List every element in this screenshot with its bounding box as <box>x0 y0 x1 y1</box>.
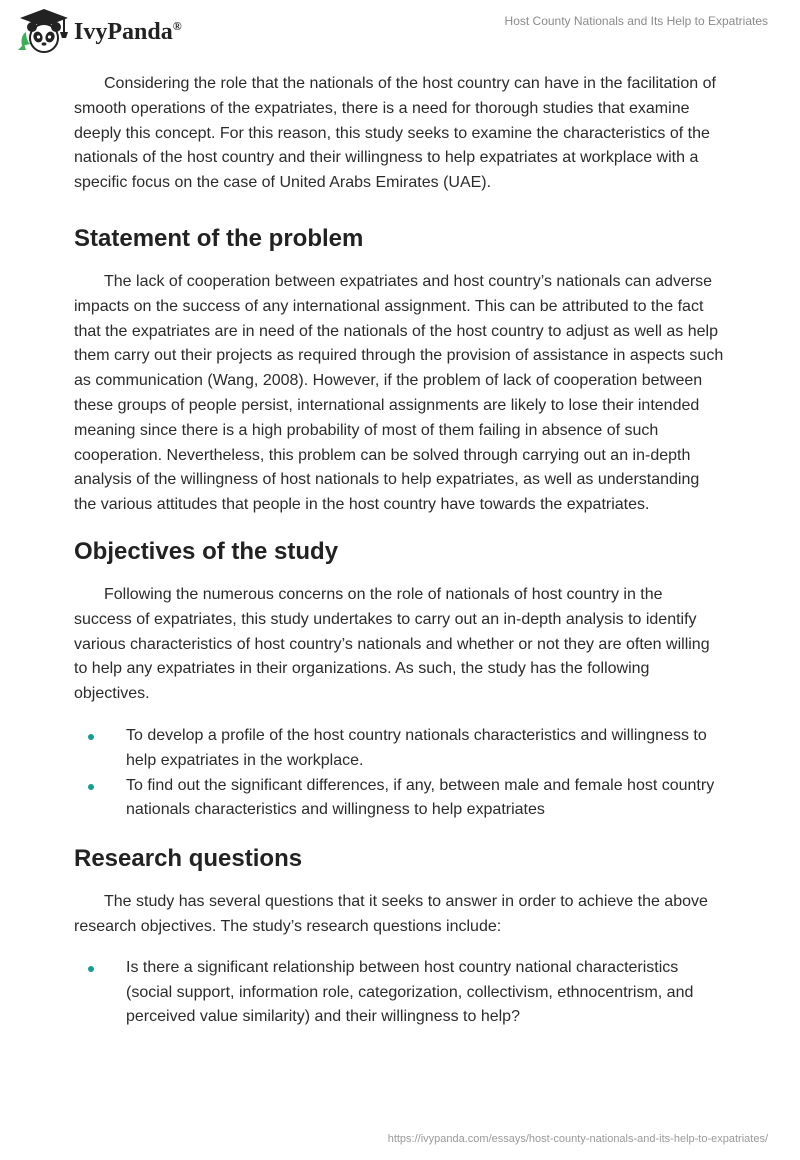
section-heading-objectives: Objectives of the study <box>74 537 339 565</box>
bullet-icon <box>88 784 94 790</box>
essay-content <box>74 72 724 1030</box>
panda-graduate-icon <box>14 6 72 56</box>
brand-name: IvyPanda® <box>74 18 182 45</box>
intro-paragraph: Considering the role that the nationals of the host country can have in the facilitation of smooth operations of the expatriates, there is a need for thorough studies that examine deeply this concept. For this reason, this study seeks to examine the characteristics of the nationals of the host country and their willingness to help expatriates at workplace with a specific focus on the case of United Arabs Emirates (UAE). <box>74 75 716 192</box>
objectives-list <box>74 724 724 823</box>
section-heading-problem: Statement of the problem <box>74 224 364 252</box>
source-url[interactable]: https://ivypanda.com/essays/host-county-nationals-and-its-help-to-expatriates/ <box>387 1133 768 1145</box>
list-item: To find out the significant differences, if any, between male and female host country nationals characteristics and willingness to help expatriates <box>74 774 724 824</box>
list-item: Is there a significant relationship between host country national characteristics (social support, information role, categorization, collectivism, ethnocentrism, and perceived value similarity) and their willingness to help? <box>74 956 724 1030</box>
problem-paragraph: The lack of cooperation between expatriates and host country’s nationals can adverse impacts on the success of any international assignment. This can be attributed to the fact that the expatriates are in need of the nationals of the host country to adjust as well as help them carry out their projects as required through the provision of assistance in aspects such as communication (Wang, 2008). However, if the problem of lack of cooperation between these groups of people persist, international assignments are likely to lose their intended meaning since there is a high probability of most of them failing in absence of such cooperation. Nevertheless, this problem can be solved through carrying out an in-depth analysis of the willingness of host nationals to help expatriates, as well as understanding the various attitudes that people in the host country have towards the expatriates. <box>74 272 724 514</box>
bullet-icon <box>88 966 94 972</box>
section-heading-research-questions: Research questions <box>74 845 303 873</box>
research-questions-list <box>74 956 724 1030</box>
bullet-icon <box>88 734 94 740</box>
page-header <box>0 0 800 64</box>
document-title: Host County Nationals and Its Help to Expatriates <box>504 14 768 28</box>
list-item: To develop a profile of the host country nationals characteristics and willingness to help expatriates in the workplace. <box>74 724 724 774</box>
objectives-paragraph: Following the numerous concerns on the role of nationals of host country in the success of expatriates, this study undertakes to carry out an in-depth analysis to identify various characteristics of host country’s nationals and whether or not they are often willing to help any expatriates in their organizations. As such, the study has the following objectives. <box>74 585 710 703</box>
research-questions-paragraph: The study has several questions that it seeks to answer in order to achieve the above research objectives. The study’s research questions include: <box>74 893 708 935</box>
brand-logo[interactable] <box>14 6 182 56</box>
